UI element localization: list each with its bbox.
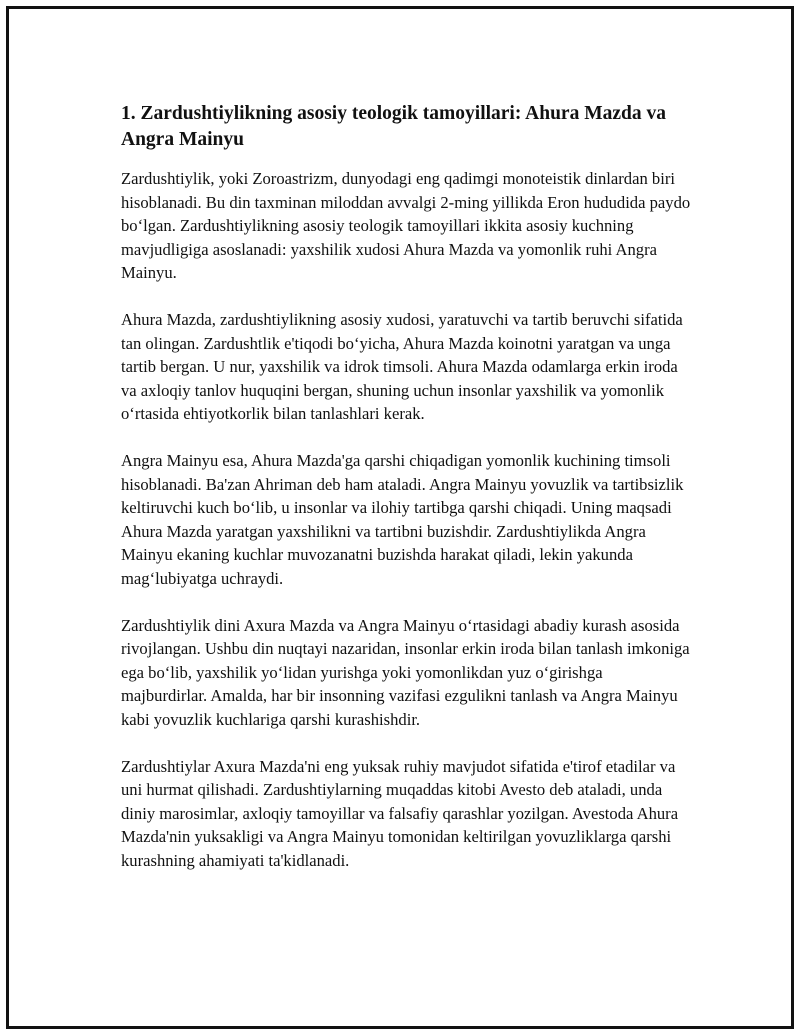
paragraph-5: Zardushtiylar Axura Mazda'ni eng yuksak ruhiy mavjudot sifatida e'tirof etadilar va uni hurmat qilishadi. Zardushtiylarning muqaddas kitobi Avesto deb ataladi, unda diniy marosimlar, axloqiy tamoyillar va falsafiy qarashlar yozilgan. Avestoda Ahura Mazda'nin yuksakligi va Angra Mainyu tomonidan keltirilgan yovuzliklarga qarshi kurashning ahamiyati ta'kidlanadi. [121, 756, 679, 870]
document-body [121, 101, 691, 896]
paragraph-1: Zardushtiylik, yoki Zoroastrizm, dunyodagi eng qadimgi monoteistik dinlardan biri hisoblanadi. Bu din taxminan miloddan avvalgi 2-ming yillikda Eron hududida paydo bo‘lgan. Zardushtiylikning asosiy teologik tamoyillari ikkita asosiy kuchning mavjudligiga asoslanadi: yaxshilik xudosi Ahura Mazda va yomonlik ruhi Angra Mainyu. [121, 169, 691, 282]
paragraph-4: Zardushtiylik dini Axura Mazda va Angra Mainyu o‘rtasidagi abadiy kurash asosida rivojlangan. Ushbu din nuqtayi nazaridan, insonlar erkin iroda bilan tanlash imkoniga ega bo‘lib, yaxshilik yo‘lidan yurishga yoki yomonlikdan yuz o‘girishga majburdirlar. Amalda, har bir insonning vazifasi ezgulikni tanlash va Angra Mainyu kabi yovuzlik kuchlariga qarshi kurashishdir. [121, 615, 690, 729]
page-border [6, 6, 794, 1029]
paragraph-2: Ahura Mazda, zardushtiylikning asosiy xudosi, yaratuvchi va tartib beruvchi sifatida tan olingan. Zardushtlik e'tiqodi bo‘yicha, Ahura Mazda koinotni yaratgan va unga tartib bergan. U nur, yaxshilik va idrok timsoli. Ahura Mazda odamlarga erkin iroda va axloqiy tanlov huquqini bergan, shuning uchun insonlar yaxshilik va yomonlik o‘rtasida ehtiyotkorlik bilan tanlashlari kerak. [121, 310, 683, 423]
document-title: 1. Zardushtiylikning asosiy teologik tamoyillari: Ahura Mazda va Angra Mainyu [121, 103, 666, 150]
paragraph-3: Angra Mainyu esa, Ahura Mazda'ga qarshi chiqadigan yomonlik kuchining timsoli hisoblanadi. Ba'zan Ahriman deb ham ataladi. Angra Mainyu yovuzlik va tartibsizlik keltiruvchi kuch bo‘lib, u insonlar va ilohiy tartibga qarshi chiqadi. Uning maqsadi Ahura Mazda yaratgan yaxshilikni va tartibni buzishdir. Zardushtiylikda Angra Mainyu ekaning kuchlar muvozanatni buzishda harakat qiladi, lekin yakunda mag‘lubiyatga uchraydi. [121, 451, 684, 588]
